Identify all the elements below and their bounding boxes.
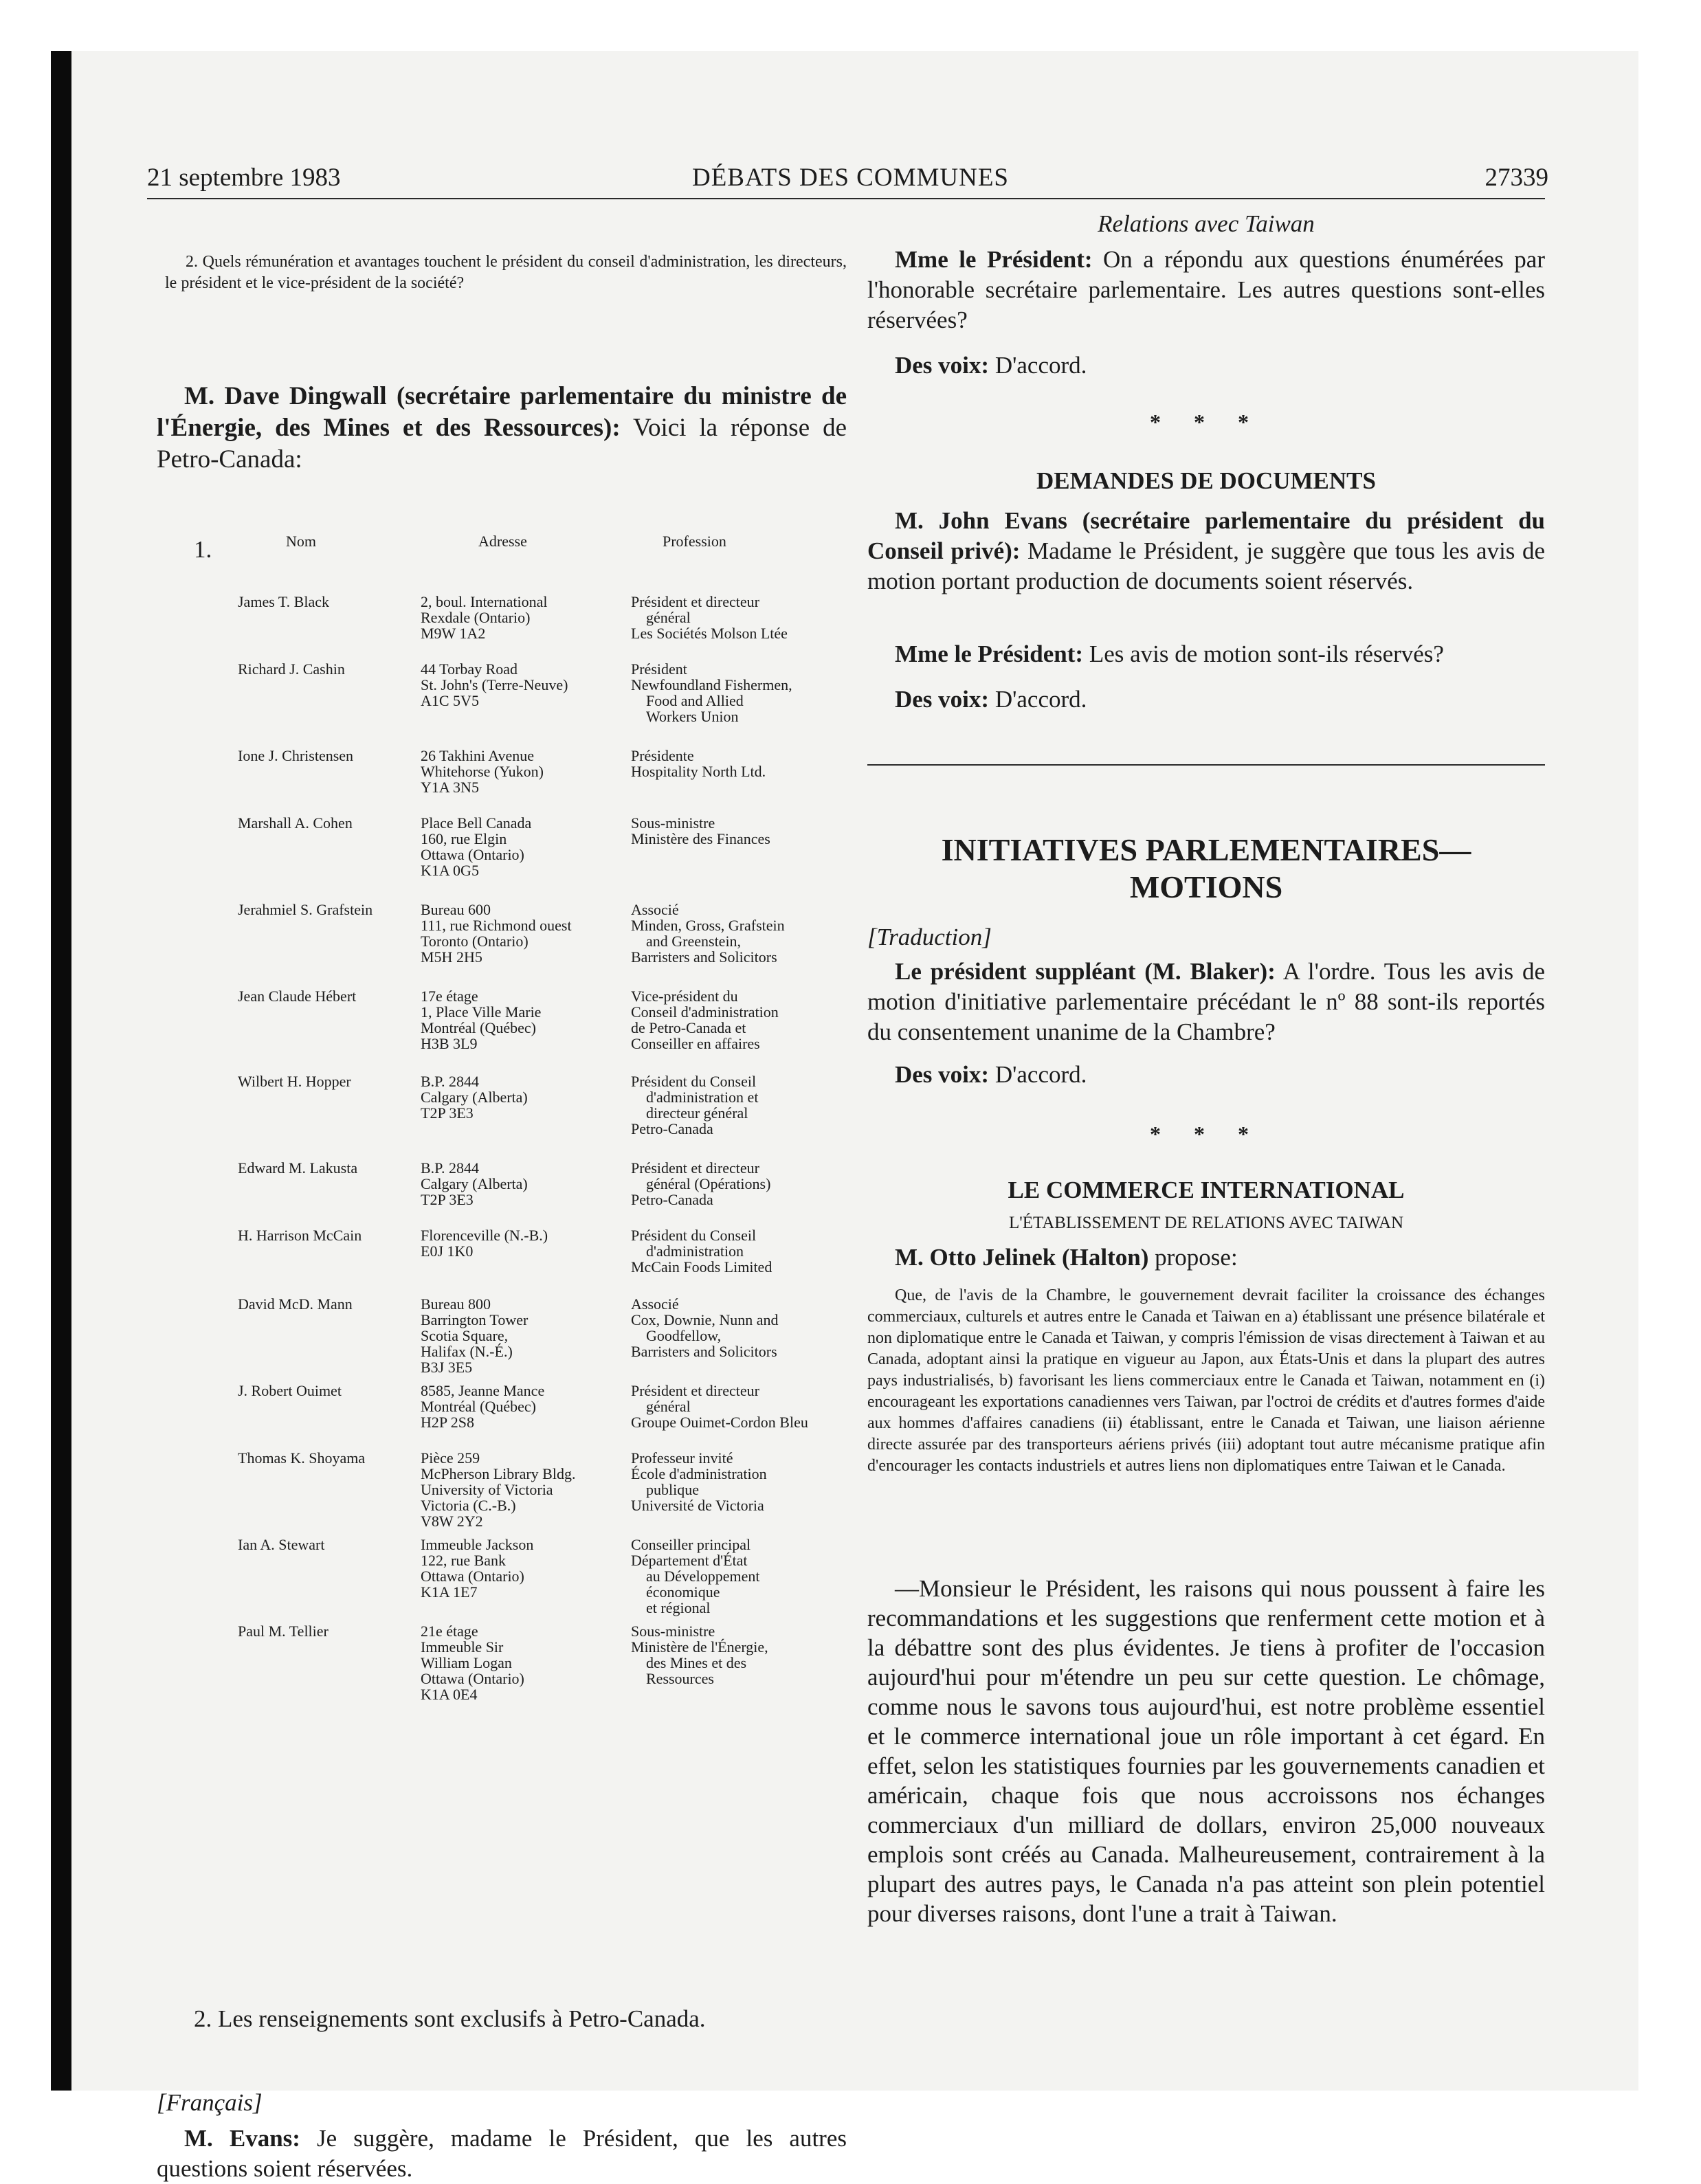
address-line: 21e étage — [421, 1623, 478, 1640]
profession-line: École d'administration — [631, 1465, 767, 1482]
profession-line: Newfoundland Fishermen, — [631, 676, 792, 693]
evans-speaker: M. Evans: — [184, 2125, 300, 2152]
address-line: 17e étage — [421, 988, 478, 1005]
profession-line: Ressources — [646, 1670, 714, 1687]
row-name: James T. Black — [238, 593, 329, 610]
row-name: Edward M. Lakusta — [238, 1159, 358, 1177]
header-rule — [147, 198, 1545, 199]
address-line: Scotia Square, — [421, 1327, 509, 1344]
address-line: Immeuble Jackson — [421, 1536, 534, 1553]
address-line: M5H 2H5 — [421, 948, 482, 966]
initiatives-heading-line-1: INITIATIVES PARLEMENTAIRES— — [941, 832, 1471, 867]
profession-line: de Petro-Canada et — [631, 1019, 746, 1036]
address-line: Halifax (N.-É.) — [421, 1343, 513, 1360]
address-line: Florenceville (N.-B.) — [421, 1227, 548, 1244]
profession-line: Groupe Ouimet-Cordon Bleu — [631, 1414, 808, 1431]
row-address — [421, 1227, 634, 1259]
voix-statement-1 — [867, 350, 1545, 381]
header-date: 21 septembre 1983 — [147, 164, 341, 192]
voix-speaker-1: Des voix: — [895, 352, 990, 379]
row-profession — [631, 1160, 847, 1207]
row-profession — [631, 1227, 847, 1275]
profession-line: général — [646, 1398, 691, 1415]
profession-line: Université de Victoria — [631, 1497, 764, 1514]
address-line: H2P 2S8 — [421, 1414, 475, 1431]
address-line: T2P 3E3 — [421, 1191, 474, 1208]
profession-line: McCain Foods Limited — [631, 1258, 772, 1275]
row-profession — [631, 1450, 847, 1513]
voix-text-1: D'accord. — [994, 352, 1087, 379]
president-text-1: On a répondu aux questions énumérées par l'honorable secrétaire parlementaire. Les autres questions sont-elles réservées? — [867, 246, 1545, 333]
address-line: Calgary (Alberta) — [421, 1175, 528, 1192]
profession-line: Cox, Downie, Nunn and — [631, 1311, 779, 1328]
john-evans-text: Madame le Président, je suggère que tous les avis de motion portant production de documents soient réservés. — [867, 537, 1545, 594]
row-profession — [631, 1073, 847, 1137]
commerce-subheading: L'ÉTABLISSEMENT DE RELATIONS AVEC TAIWAN — [1008, 1214, 1404, 1232]
profession-line: général (Opérations) — [646, 1175, 771, 1192]
profession-line: and Greenstein, — [646, 933, 742, 950]
president-speaker-1: Mme le Président: — [895, 246, 1093, 273]
address-line: McPherson Library Bldg. — [421, 1465, 576, 1482]
profession-line: Sous-ministre — [631, 1623, 715, 1640]
profession-line: Vice-président du — [631, 988, 738, 1005]
address-line: Toronto (Ontario) — [421, 933, 529, 950]
row-profession — [631, 594, 847, 641]
address-line: Victoria (C.-B.) — [421, 1497, 516, 1514]
address-line: V8W 2Y2 — [421, 1513, 483, 1530]
row-profession — [631, 988, 847, 1051]
address-line: Immeuble Sir — [421, 1638, 504, 1656]
address-line: 44 Torbay Road — [421, 660, 518, 678]
row-address — [421, 1073, 634, 1121]
initiatives-heading — [867, 832, 1545, 906]
row-address — [421, 1160, 634, 1207]
profession-line: Goodfellow, — [646, 1327, 722, 1344]
row-address — [421, 594, 634, 641]
row-profession — [631, 1296, 847, 1359]
address-line: Barrington Tower — [421, 1311, 529, 1328]
address-line: Whitehorse (Yukon) — [421, 763, 544, 780]
jelinek-speaker: M. Otto Jelinek (Halton) — [895, 1244, 1149, 1271]
row-address — [421, 1537, 634, 1600]
profession-line: Président du Conseil — [631, 1073, 757, 1090]
profession-line: Food and Allied — [646, 692, 744, 709]
profession-line: Minden, Gross, Grafstein — [631, 917, 785, 934]
profession-line: Petro-Canada — [631, 1120, 713, 1137]
address-line: B3J 3E5 — [421, 1359, 473, 1376]
address-line: 1, Place Ville Marie — [421, 1003, 542, 1021]
section-stars-1: * * * — [1150, 410, 1263, 434]
row-address — [421, 661, 634, 709]
blaker-statement — [867, 957, 1545, 1047]
profession-line: d'administration et — [646, 1089, 759, 1106]
row-name: David McD. Mann — [238, 1295, 353, 1313]
president-speaker-2: Mme le Président: — [895, 640, 1084, 667]
row-profession — [631, 1537, 847, 1616]
profession-line: Président et directeur — [631, 1382, 759, 1399]
section-stars-2: * * * — [1150, 1122, 1263, 1146]
item-2: 2. Les renseignements sont exclusifs à Petro-Canada. — [194, 2005, 706, 2032]
blaker-speaker: Le président suppléant (M. Blaker): — [895, 958, 1276, 985]
address-line: B.P. 2844 — [421, 1073, 479, 1090]
col-header-profession: Profession — [663, 533, 726, 550]
profession-line: Workers Union — [646, 708, 739, 725]
dingwall-speaker: M. Dave Dingwall (secrétaire parlementaire du ministre de l'Énergie, des Mines et des Ressources): — [157, 382, 847, 442]
row-profession — [631, 1383, 847, 1430]
row-profession — [631, 815, 847, 847]
profession-line: Conseil d'administration — [631, 1003, 779, 1021]
row-address — [421, 988, 634, 1051]
address-line: B.P. 2844 — [421, 1159, 479, 1177]
evans-statement — [157, 2124, 847, 2184]
address-line: K1A 0E4 — [421, 1686, 478, 1703]
president-statement-1 — [867, 245, 1545, 335]
address-line: K1A 1E7 — [421, 1583, 478, 1601]
scan-border — [51, 51, 71, 2091]
profession-line: Conseiller en affaires — [631, 1035, 760, 1052]
row-profession — [631, 902, 847, 965]
row-name: H. Harrison McCain — [238, 1227, 362, 1244]
row-address — [421, 748, 634, 795]
president-statement-2 — [867, 639, 1545, 669]
traduction-tag: [Traduction] — [867, 924, 992, 950]
demandes-heading: DEMANDES DE DOCUMENTS — [1036, 467, 1376, 494]
commerce-heading: LE COMMERCE INTERNATIONAL — [1008, 1177, 1405, 1203]
profession-line: Les Sociétés Molson Ltée — [631, 625, 788, 642]
jelinek-text: propose: — [1155, 1244, 1238, 1271]
row-address — [421, 1623, 634, 1702]
jelinek-speech: —Monsieur le Président, les raisons qui nous poussent à faire les recommandations et les suggestions que renferment cette motion et à la débattre sont des plus évidentes. Je tiens à profiter de l'occasion aujourd'hui pour m'étendre un peu sur cette question. Le chômage, comme nous le savons tous aujourd'hui, est notre problème essentiel et le commerce international joue un rôle important à cet égard. En effet, selon les statistiques fournies par les gouvernements canadien et américain, chaque fois que nous accroissons nos échanges commerciaux d'un milliard de dollars, environ 25,000 nouveaux emplois sont créés au Canada. Malheureusement, contrairement à la plupart des autres pays, le Canada n'a pas atteint son plein potentiel pour diverses raisons, dont l'une a trait à Taiwan. — [867, 1575, 1545, 1927]
blaker-text: A l'ordre. Tous les avis de motion d'initiative parlementaire précédant le nº 88 sont-ils reportés du consentement unanime de la Chambre? — [867, 958, 1545, 1045]
voix-speaker-3: Des voix: — [895, 1061, 990, 1088]
address-line: 2, boul. International — [421, 593, 548, 610]
profession-line: Président et directeur — [631, 593, 759, 610]
address-line: T2P 3E3 — [421, 1104, 474, 1122]
address-line: Bureau 600 — [421, 901, 491, 918]
address-line: Montréal (Québec) — [421, 1398, 536, 1415]
address-line: University of Victoria — [421, 1481, 553, 1498]
row-address — [421, 1383, 634, 1430]
question-2: 2. Quels rémunération et avantages touchent le président du conseil d'administration, les directeurs, le président et le vice-président de la société? — [165, 253, 847, 292]
profession-line: Professeur invité — [631, 1449, 733, 1467]
dingwall-statement — [157, 381, 847, 476]
col-header-name: Nom — [286, 533, 316, 550]
voix-speaker-2: Des voix: — [895, 686, 990, 713]
address-line: Ottawa (Ontario) — [421, 1568, 524, 1585]
evans-text: Je suggère, madame le Président, que les autres questions soient réservées. — [157, 2125, 847, 2182]
address-line: 26 Takhini Avenue — [421, 747, 535, 764]
profession-line: général — [646, 609, 691, 626]
row-name: Ian A. Stewart — [238, 1536, 325, 1553]
profession-line: Hospitality North Ltd. — [631, 763, 766, 780]
address-line: 122, rue Bank — [421, 1552, 507, 1569]
row-name: J. Robert Ouimet — [238, 1382, 342, 1399]
row-name: Jean Claude Hébert — [238, 988, 357, 1005]
john-evans-speaker: M. John Evans (secrétaire parlementaire du président du Conseil privé): — [867, 507, 1545, 564]
profession-line: Président — [631, 660, 687, 678]
address-line: 160, rue Elgin — [421, 830, 507, 847]
address-line: Montréal (Québec) — [421, 1019, 536, 1036]
profession-line: Barristers and Solicitors — [631, 1343, 777, 1360]
address-line: K1A 0G5 — [421, 862, 479, 879]
profession-line: Petro-Canada — [631, 1191, 713, 1208]
relations-title: Relations avec Taiwan — [1098, 210, 1315, 237]
profession-line: et régional — [646, 1599, 711, 1616]
dingwall-text: Voici la réponse de Petro-Canada: — [157, 414, 847, 473]
address-line: M9W 1A2 — [421, 625, 486, 642]
profession-line: d'administration — [646, 1243, 744, 1260]
row-address — [421, 902, 634, 965]
francais-tag: [Français] — [157, 2089, 263, 2116]
profession-line: Ministère des Finances — [631, 830, 770, 847]
address-line: Place Bell Canada — [421, 814, 532, 832]
item-1-number: 1. — [194, 536, 212, 563]
row-address — [421, 1296, 634, 1375]
address-line: Bureau 800 — [421, 1295, 491, 1313]
profession-line: Sous-ministre — [631, 814, 715, 832]
profession-line: Présidente — [631, 747, 694, 764]
voix-statement-3 — [867, 1060, 1545, 1090]
profession-line: Conseiller principal — [631, 1536, 751, 1553]
profession-line: au Développement — [646, 1568, 760, 1585]
jelinek-statement — [867, 1243, 1545, 1273]
col-header-address: Adresse — [478, 533, 527, 550]
address-line: Ottawa (Ontario) — [421, 1670, 524, 1687]
profession-line: directeur général — [646, 1104, 748, 1122]
address-line: William Logan — [421, 1654, 512, 1671]
row-profession — [631, 661, 847, 724]
address-line: E0J 1K0 — [421, 1243, 474, 1260]
profession-line: Président et directeur — [631, 1159, 759, 1177]
profession-line: Barristers and Solicitors — [631, 948, 777, 966]
profession-line: Ministère de l'Énergie, — [631, 1638, 768, 1656]
profession-line: publique — [646, 1481, 699, 1498]
address-line: Pièce 259 — [421, 1449, 480, 1467]
address-line: 8585, Jeanne Mance — [421, 1382, 545, 1399]
row-address — [421, 815, 634, 878]
address-line: St. John's (Terre-Neuve) — [421, 676, 568, 693]
header-title: DÉBATS DES COMMUNES — [691, 164, 1009, 192]
row-profession — [631, 748, 847, 779]
profession-line: Associé — [631, 901, 679, 918]
section-divider — [867, 764, 1545, 766]
row-profession — [631, 1623, 847, 1686]
header-page-number: 27339 — [1485, 164, 1548, 192]
president-text-2: Les avis de motion sont-ils réservés? — [1089, 640, 1444, 667]
address-line: Calgary (Alberta) — [421, 1089, 528, 1106]
voix-text-3: D'accord. — [994, 1061, 1087, 1088]
profession-line: économique — [646, 1583, 720, 1601]
row-name: Thomas K. Shoyama — [238, 1449, 366, 1467]
row-name: Ione J. Christensen — [238, 747, 354, 764]
row-name: Wilbert H. Hopper — [238, 1073, 351, 1090]
john-evans-statement — [867, 506, 1545, 597]
address-line: Rexdale (Ontario) — [421, 609, 531, 626]
profession-line: des Mines et des — [646, 1654, 747, 1671]
profession-line: Associé — [631, 1295, 679, 1313]
profession-line: Président du Conseil — [631, 1227, 757, 1244]
address-line: Y1A 3N5 — [421, 779, 479, 796]
voix-statement-2 — [867, 684, 1545, 715]
row-address — [421, 1450, 634, 1529]
row-name: Jerahmiel S. Grafstein — [238, 901, 373, 918]
address-line: 111, rue Richmond ouest — [421, 917, 572, 934]
initiatives-heading-line-2: MOTIONS — [1129, 869, 1283, 904]
voix-text-2: D'accord. — [994, 686, 1087, 713]
address-line: Ottawa (Ontario) — [421, 846, 524, 863]
address-line: H3B 3L9 — [421, 1035, 478, 1052]
address-line: A1C 5V5 — [421, 692, 479, 709]
row-name: Richard J. Cashin — [238, 660, 345, 678]
profession-line: Département d'État — [631, 1552, 748, 1569]
motion-text: Que, de l'avis de la Chambre, le gouvernement devrait faciliter la croissance des échanges commerciaux, culturels et autres entre le Canada et Taiwan en a) établissant une présence bilatérale et non diplomatique entre le Canada et Taiwan, y compris l'émission de visas directement à Taiwan et au Canada, adoptant ainsi la pratique en vigueur au Japon, aux États-Unis et dans la plupart des autres pays industrialisés, b) favorisant les liens commerciaux entre le Canada et Taiwan, notamment en (i) encourageant les exportations canadiennes vers Taiwan, par l'octroi de crédits et d'autres formes d'aide aux hommes d'affaires canadiens (ii) établissant, entre le Canada et Taiwan, une liaison aérienne directe assurée par des transporteurs aériens privés (iii) adoptant tout autre mécanisme pratique afin d'encourager les contacts industriels et autres liens non diplomatiques entre Taiwan et le Canada. — [867, 1286, 1545, 1475]
row-name: Paul M. Tellier — [238, 1623, 329, 1640]
row-name: Marshall A. Cohen — [238, 814, 353, 832]
